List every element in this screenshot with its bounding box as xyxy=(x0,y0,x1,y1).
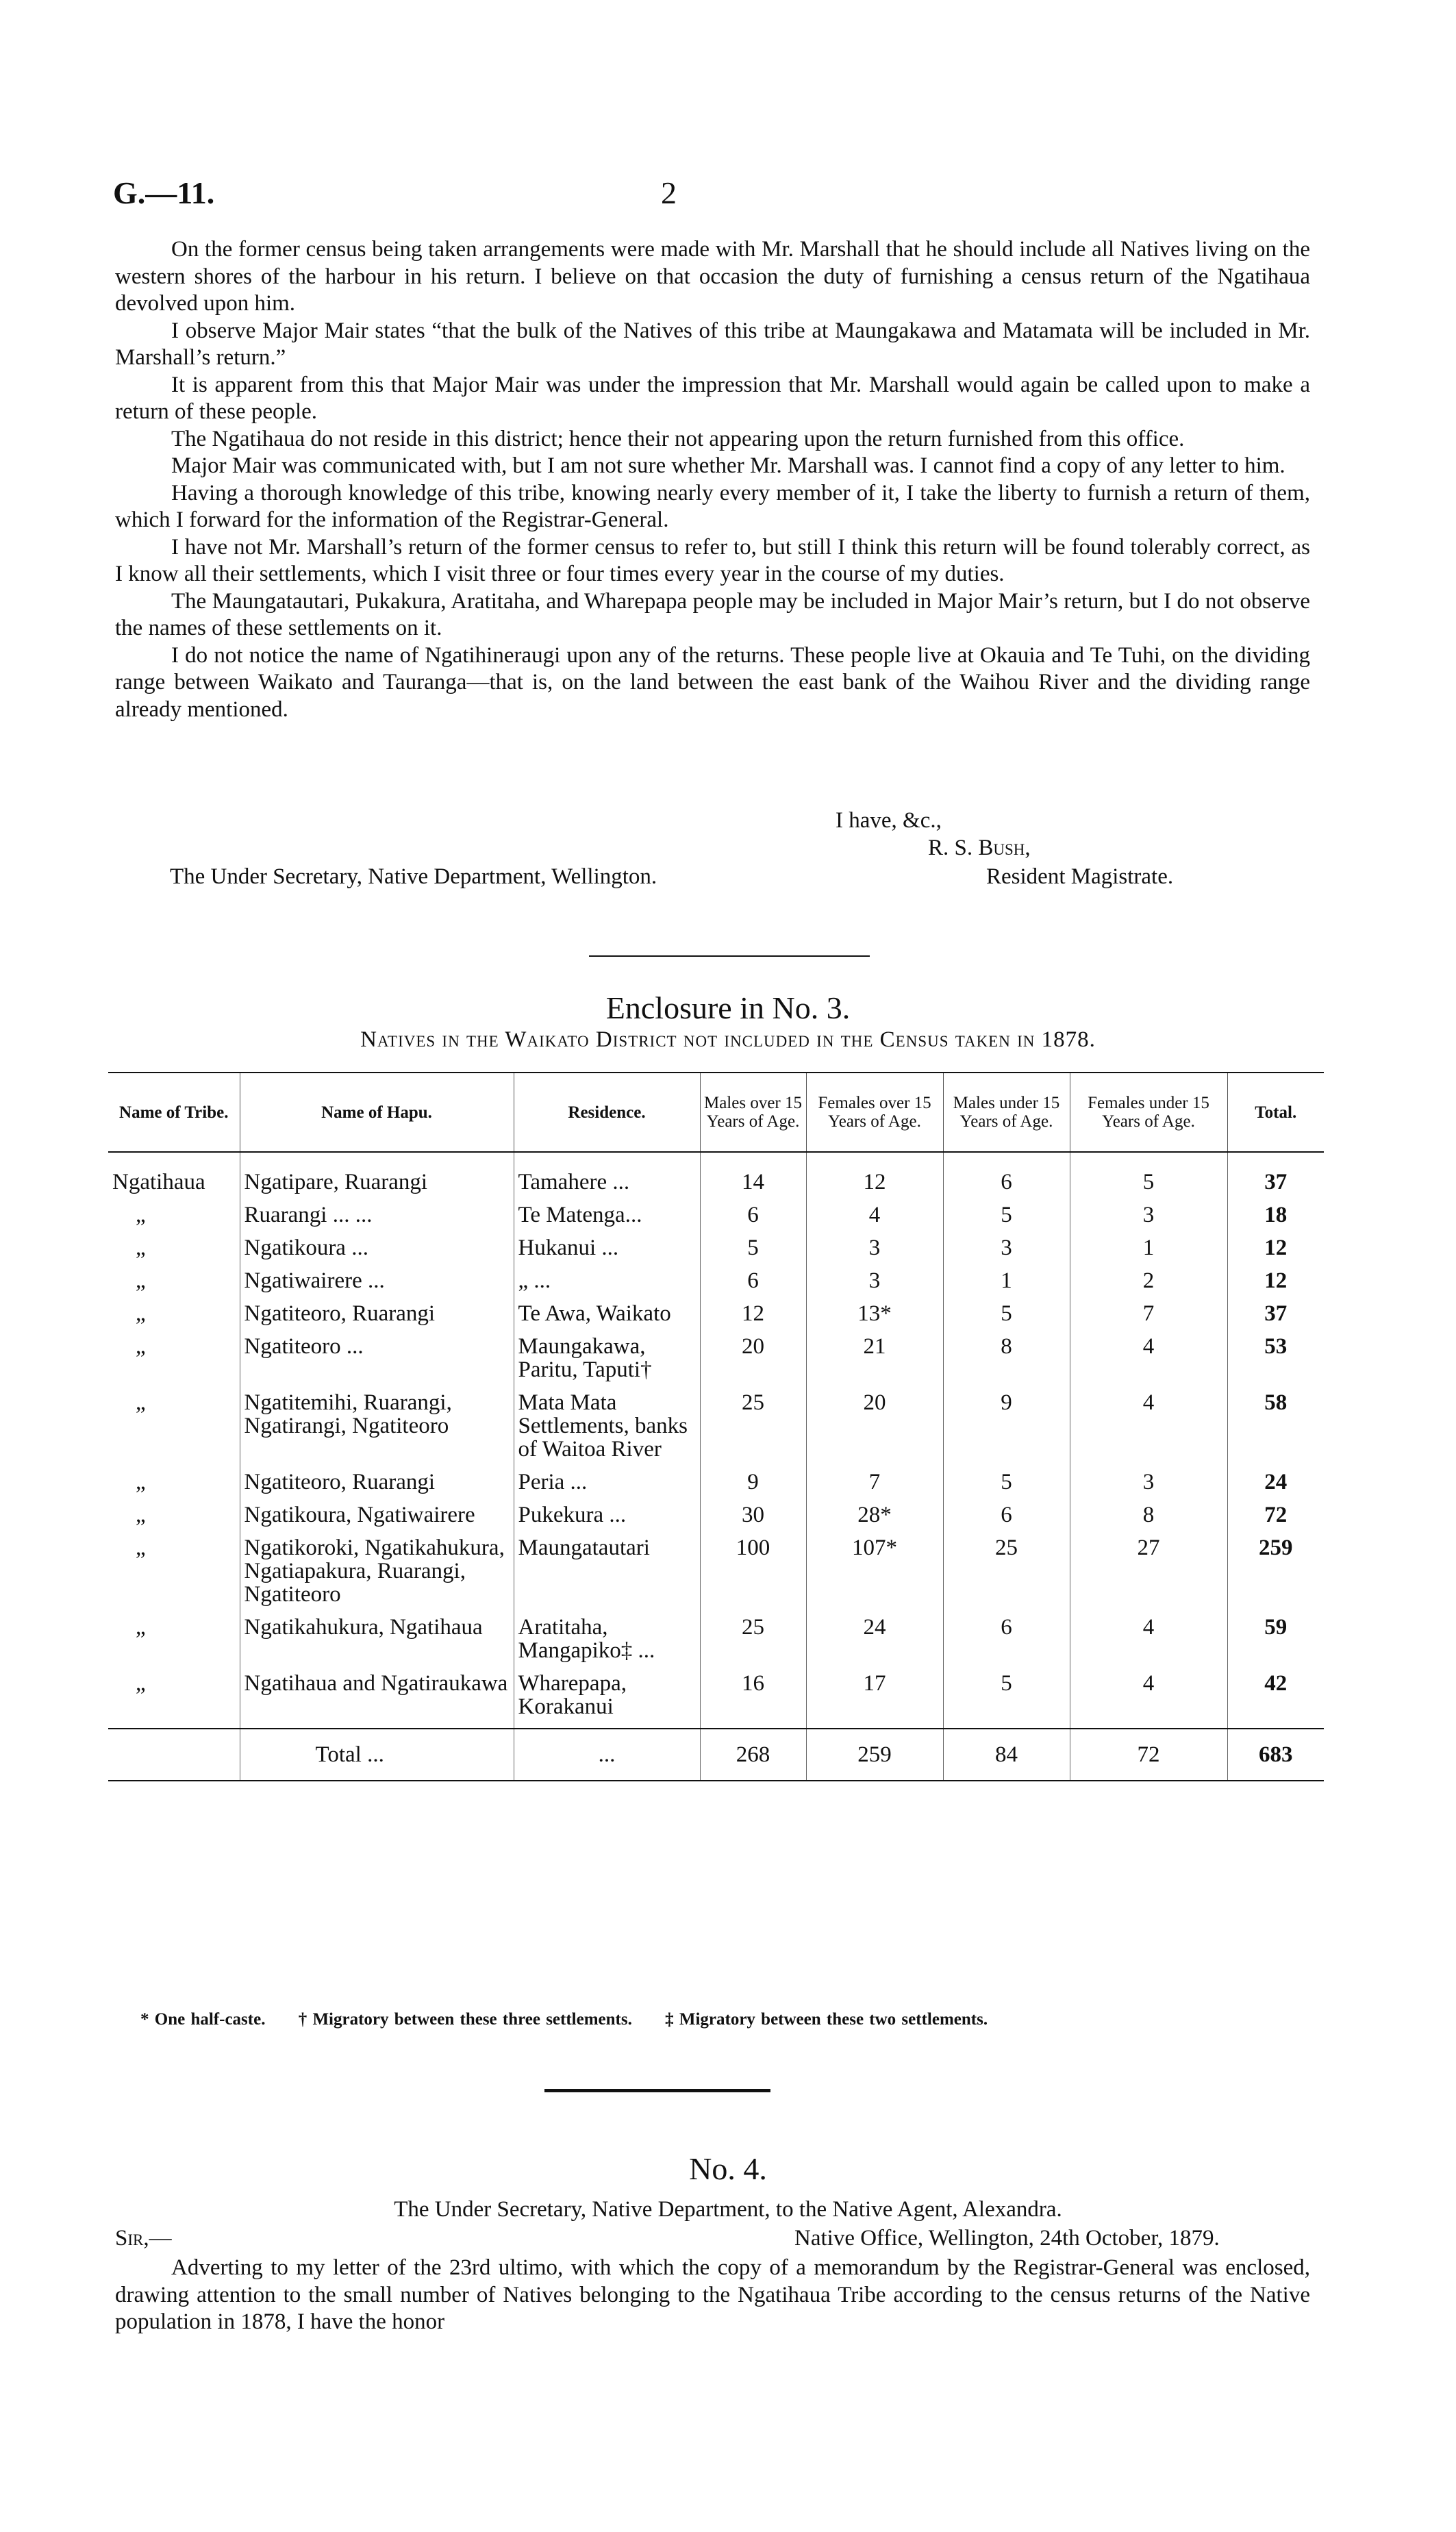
table-row xyxy=(108,1269,1324,1302)
females-under-15: 8 xyxy=(1070,1503,1227,1536)
footnote: * One half-caste. xyxy=(140,2010,266,2029)
females-over-15: 20 xyxy=(806,1391,943,1470)
table-row xyxy=(108,1236,1324,1269)
table-row xyxy=(108,1170,1324,1203)
table-body xyxy=(108,1152,1324,1729)
table-row xyxy=(108,1203,1324,1236)
hapu-name: Ngatikoura ... xyxy=(240,1236,514,1269)
total-residence: ... xyxy=(514,1729,700,1781)
total-males-over: 268 xyxy=(700,1729,806,1781)
hapu-name: Ngatipare, Ruarangi xyxy=(240,1170,514,1203)
section-divider xyxy=(589,955,870,957)
tribe-name: Ngatihaua xyxy=(112,1170,205,1194)
tribe-name: „ xyxy=(136,1236,146,1260)
spacer-row xyxy=(108,1152,1324,1170)
males-under-15: 6 xyxy=(943,1170,1070,1203)
table-row xyxy=(108,1302,1324,1335)
letter-body xyxy=(115,236,1310,723)
tribe-name: „ xyxy=(136,1671,146,1696)
table-row xyxy=(108,1391,1324,1470)
paragraph: I do not notice the name of Ngatihineraugi upon any of the returns. These people live at Okauia and Te Tuhi, on the dividing range between Waikato and Tauranga—that is, on the land between the east bank of the Waihou River and the dividing range already mentioned. xyxy=(115,642,1310,722)
males-over-15: 5 xyxy=(700,1236,806,1269)
females-over-15: 12 xyxy=(806,1170,943,1203)
closing-salutation: I have, &c., xyxy=(836,808,942,833)
paragraph: Adverting to my letter of the 23rd ultimo, with which the copy of a memorandum by the Registrar-General was enclosed, drawing attention to the small number of Natives belonging to the Ngatihaua Tribe according to the census returns of the Native population in 1878, I have the honor xyxy=(115,2255,1310,2334)
tribe-name: „ xyxy=(136,1301,146,1326)
males-over-15: 6 xyxy=(700,1269,806,1302)
letter-body-no4 xyxy=(115,2255,1310,2336)
census-table xyxy=(108,1072,1324,1781)
hapu-name: Ruarangi ... ... xyxy=(240,1203,514,1236)
males-under-15: 8 xyxy=(943,1335,1070,1391)
residence: Maungakawa, Paritu, Taputi† xyxy=(514,1335,700,1391)
females-under-15: 3 xyxy=(1070,1203,1227,1236)
total-males-under: 84 xyxy=(943,1729,1070,1781)
females-under-15: 4 xyxy=(1070,1672,1227,1729)
footnote: † Migratory between these three settlements. xyxy=(298,2010,632,2029)
column-header: Males over 15 Years of Age. xyxy=(700,1073,806,1152)
enclosure-title: Enclosure in No. 3. xyxy=(605,990,851,1025)
footnotes xyxy=(140,2010,1015,2029)
males-over-15: 6 xyxy=(700,1203,806,1236)
tribe-name: „ xyxy=(136,1470,146,1494)
males-under-15: 5 xyxy=(943,1470,1070,1503)
column-header: Name of Hapu. xyxy=(240,1073,514,1152)
residence: Te Matenga... xyxy=(514,1203,700,1236)
residence: „ ... xyxy=(514,1269,700,1302)
females-under-15: 3 xyxy=(1070,1470,1227,1503)
residence: Te Awa, Waikato xyxy=(514,1302,700,1335)
paragraph: It is apparent from this that Major Mair was under the impression that Mr. Marshall would again be called upon to make a return of these people. xyxy=(115,372,1310,424)
table-row xyxy=(108,1616,1324,1672)
males-under-15: 1 xyxy=(943,1269,1070,1302)
letter-dateline: Native Office, Wellington, 24th October, 1879. xyxy=(794,2226,1220,2251)
column-header: Females over 15 Years of Age. xyxy=(806,1073,943,1152)
table-row xyxy=(108,1536,1324,1616)
tribe-name: „ xyxy=(136,1503,146,1527)
males-under-15: 25 xyxy=(943,1536,1070,1616)
males-over-15: 100 xyxy=(700,1536,806,1616)
paragraph: The Maungatautari, Pukakura, Aratitaha, and Wharepapa people may be included in Major Mair’s return, but I do not observe the names of these settlements on it. xyxy=(115,588,1310,640)
paragraph: Having a thorough knowledge of this tribe, knowing nearly every member of it, I take the liberty to furnish a return of them, which I forward for the information of the Registrar-General. xyxy=(115,480,1310,532)
table-row xyxy=(108,1672,1324,1729)
females-over-15: 7 xyxy=(806,1470,943,1503)
females-over-15: 21 xyxy=(806,1335,943,1391)
males-over-15: 14 xyxy=(700,1170,806,1203)
row-total: 24 xyxy=(1227,1470,1324,1503)
paragraph: On the former census being taken arrangements were made with Mr. Marshall that he should include all Natives living on the western shores of the harbour in his return. I believe on that occasion the duty of furnishing a census return of the Ngatihaua devolved upon him. xyxy=(115,237,1310,316)
residence: Hukanui ... xyxy=(514,1236,700,1269)
females-under-15: 4 xyxy=(1070,1391,1227,1470)
total-females-over: 259 xyxy=(806,1729,943,1781)
table-row xyxy=(108,1503,1324,1536)
page-header xyxy=(113,175,1318,216)
letter-number: No. 4. xyxy=(689,2151,767,2186)
females-under-15: 5 xyxy=(1070,1170,1227,1203)
row-total: 12 xyxy=(1227,1269,1324,1302)
column-header: Residence. xyxy=(514,1073,700,1152)
females-over-15: 24 xyxy=(806,1616,943,1672)
females-under-15: 1 xyxy=(1070,1236,1227,1269)
row-total: 58 xyxy=(1227,1391,1324,1470)
males-under-15: 6 xyxy=(943,1503,1070,1536)
paragraph: I observe Major Mair states “that the bulk of the Natives of this tribe at Maungakawa and Matamata will be included in Mr. Marshall’s return.” xyxy=(115,318,1310,370)
hapu-name: Ngatitemihi, Ruarangi, Ngatirangi, Ngatiteoro xyxy=(240,1391,514,1470)
row-total: 37 xyxy=(1227,1302,1324,1335)
row-total: 59 xyxy=(1227,1616,1324,1672)
total-label: Total ... xyxy=(240,1729,514,1781)
row-total: 37 xyxy=(1227,1170,1324,1203)
residence: Maungatautari xyxy=(514,1536,700,1616)
total-females-under: 72 xyxy=(1070,1729,1227,1781)
table-row xyxy=(108,1335,1324,1391)
females-under-15: 4 xyxy=(1070,1616,1227,1672)
hapu-name: Ngatihaua and Ngatiraukawa xyxy=(240,1672,514,1729)
males-over-15: 16 xyxy=(700,1672,806,1729)
table-header-row xyxy=(108,1073,1324,1152)
hapu-name: Ngatikoura, Ngatiwairere xyxy=(240,1503,514,1536)
males-under-15: 5 xyxy=(943,1672,1070,1729)
grand-total: 683 xyxy=(1227,1729,1324,1781)
residence: Mata Mata Settlements, banks of Waitoa River xyxy=(514,1391,700,1470)
males-over-15: 30 xyxy=(700,1503,806,1536)
tribe-name: „ xyxy=(136,1536,146,1560)
tribe-name: „ xyxy=(136,1268,146,1293)
females-under-15: 2 xyxy=(1070,1269,1227,1302)
males-over-15: 12 xyxy=(700,1302,806,1335)
males-under-15: 6 xyxy=(943,1616,1070,1672)
letter-heading: The Under Secretary, Native Department, to the Native Agent, Alexandra. xyxy=(394,2197,1062,2222)
hapu-name: Ngatikoroki, Ngatikahukura, Ngatiapakura, Ruarangi, Ngatiteoro xyxy=(240,1536,514,1616)
column-header: Total. xyxy=(1227,1073,1324,1152)
tribe-name: „ xyxy=(136,1334,146,1359)
females-over-15: 107* xyxy=(806,1536,943,1616)
females-over-15: 3 xyxy=(806,1236,943,1269)
tribe-name: „ xyxy=(136,1390,146,1415)
males-over-15: 20 xyxy=(700,1335,806,1391)
females-under-15: 27 xyxy=(1070,1536,1227,1616)
row-total: 72 xyxy=(1227,1503,1324,1536)
females-over-15: 3 xyxy=(806,1269,943,1302)
footnote: ‡ Migratory between these two settlements. xyxy=(665,2010,988,2029)
paragraph: Major Mair was communicated with, but I am not sure whether Mr. Marshall was. I cannot find a copy of any letter to him. xyxy=(171,453,1285,478)
page-number: 2 xyxy=(661,175,677,210)
males-over-15: 9 xyxy=(700,1470,806,1503)
row-total: 53 xyxy=(1227,1335,1324,1391)
hapu-name: Ngatiwairere ... xyxy=(240,1269,514,1302)
males-over-15: 25 xyxy=(700,1391,806,1470)
males-over-15: 25 xyxy=(700,1616,806,1672)
females-over-15: 13* xyxy=(806,1302,943,1335)
residence: Peria ... xyxy=(514,1470,700,1503)
signature: R. S. Bush, xyxy=(928,836,1031,860)
residence: Tamahere ... xyxy=(514,1170,700,1203)
section-divider xyxy=(544,2089,770,2092)
signatory-title: Resident Magistrate. xyxy=(986,864,1174,889)
males-under-15: 3 xyxy=(943,1236,1070,1269)
paragraph: The Ngatihaua do not reside in this district; hence their not appearing upon the return furnished from this office. xyxy=(171,426,1185,451)
enclosure-subtitle: Natives in the Waikato District not included in the Census taken in 1878. xyxy=(360,1027,1096,1052)
row-total: 18 xyxy=(1227,1203,1324,1236)
hapu-name: Ngatiteoro ... xyxy=(240,1335,514,1391)
tribe-name: „ xyxy=(136,1615,146,1640)
row-total: 42 xyxy=(1227,1672,1324,1729)
males-under-15: 5 xyxy=(943,1302,1070,1335)
residence: Aratitaha, Mangapiko‡ ... xyxy=(514,1616,700,1672)
total-row xyxy=(108,1729,1324,1781)
females-under-15: 4 xyxy=(1070,1335,1227,1391)
row-total: 12 xyxy=(1227,1236,1324,1269)
document-code: G.—11. xyxy=(113,175,215,210)
table-row xyxy=(108,1470,1324,1503)
column-header: Males under 15 Years of Age. xyxy=(943,1073,1070,1152)
column-header: Name of Tribe. xyxy=(108,1073,240,1152)
females-under-15: 7 xyxy=(1070,1302,1227,1335)
females-over-15: 4 xyxy=(806,1203,943,1236)
hapu-name: Ngatikahukura, Ngatihaua xyxy=(240,1616,514,1672)
residence: Pukekura ... xyxy=(514,1503,700,1536)
females-over-15: 17 xyxy=(806,1672,943,1729)
males-under-15: 9 xyxy=(943,1391,1070,1470)
row-total: 259 xyxy=(1227,1536,1324,1616)
hapu-name: Ngatiteoro, Ruarangi xyxy=(240,1302,514,1335)
hapu-name: Ngatiteoro, Ruarangi xyxy=(240,1470,514,1503)
females-over-15: 28* xyxy=(806,1503,943,1536)
addressee: The Under Secretary, Native Department, Wellington. xyxy=(170,864,657,889)
tribe-name: „ xyxy=(136,1203,146,1227)
residence: Wharepapa, Korakanui xyxy=(514,1672,700,1729)
males-under-15: 5 xyxy=(943,1203,1070,1236)
paragraph: I have not Mr. Marshall’s return of the former census to refer to, but still I think this return will be found tolerably correct, as I know all their settlements, which I visit three or four times every year in the course of my duties. xyxy=(115,534,1310,586)
letter-salutation: Sir,— xyxy=(115,2226,172,2251)
column-header: Females under 15 Years of Age. xyxy=(1070,1073,1227,1152)
